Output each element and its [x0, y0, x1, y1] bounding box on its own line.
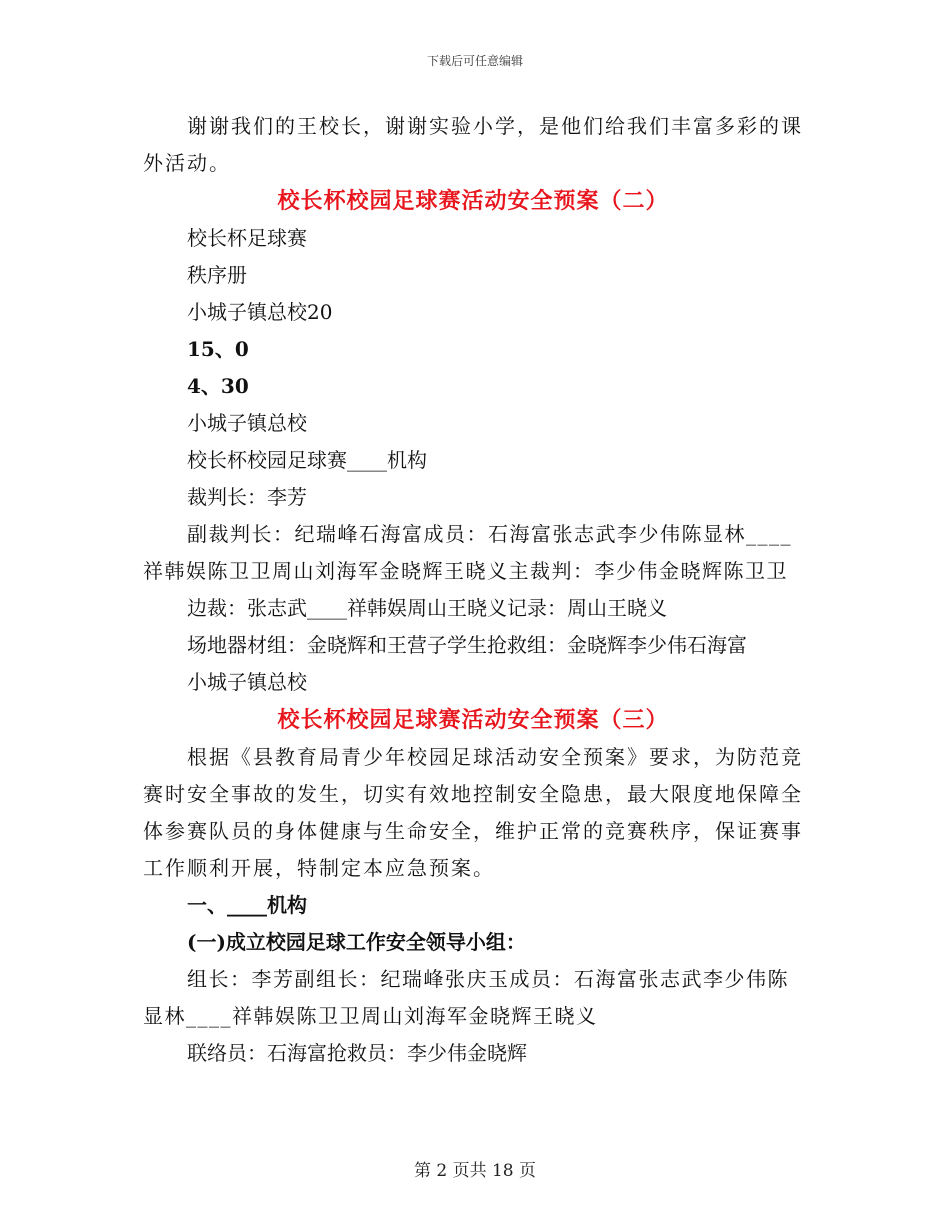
- intro-paragraph: 谢谢我们的王校长，谢谢实验小学，是他们给我们丰富多彩的课外活动。: [143, 114, 803, 175]
- page-header: 下载后可任意编辑: [426, 54, 523, 68]
- section2-line: 边裁：张志武____祥韩娱周山王晓义记录：周山王晓义: [187, 596, 667, 620]
- document-body: [143, 108, 803, 1072]
- section2-line: 4、30: [187, 374, 249, 398]
- section2-line: 校长杯足球赛: [187, 226, 307, 250]
- section2-line: 小城子镇总校: [187, 411, 307, 435]
- staff-paragraph: 副裁判长：纪瑞峰石海富成员：石海富张志武李少伟陈显林____祥韩娱陈卫卫周山刘海军金晓辉王晓义主裁判：李少伟金晓辉陈卫卫: [143, 522, 792, 583]
- section2-line: 15、0: [187, 337, 249, 361]
- section2-line: 校长杯校园足球赛____机构: [187, 448, 427, 472]
- section2-line: 小城子镇总校20: [187, 300, 333, 324]
- section3-title: 校长杯校园足球赛活动安全预案（三）: [277, 707, 669, 733]
- section2-line: 场地器材组：金晓辉和王营子学生抢救组：金晓辉李少伟石海富: [187, 633, 747, 657]
- section3-intro-paragraph: 根据《县教育局青少年校园足球活动安全预案》要求，为防范竞赛时安全事故的发生，切实有效地控制安全隐患，最大限度地保障全体参赛队员的身体健康与生命安全，维护正常的竞赛秩序，保证赛事工作顺利开展，特制定本应急预案。: [143, 745, 803, 880]
- section3-heading-2: (一)成立校园足球工作安全领导小组：: [187, 930, 526, 954]
- contact-line: 联络员：石海富抢救员：李少伟金晓辉: [187, 1041, 527, 1065]
- section2-line: 裁判长：李芳: [187, 485, 307, 509]
- page-footer: 第 2 页共 18 页: [413, 1161, 537, 1181]
- section2-line: 小城子镇总校: [187, 670, 307, 694]
- section2-line: 秩序册: [187, 263, 247, 287]
- section3-heading-1: 一、____机构: [187, 893, 307, 917]
- section2-title: 校长杯校园足球赛活动安全预案（二）: [277, 188, 669, 214]
- members-paragraph: 组长：李芳副组长：纪瑞峰张庆玉成员：石海富张志武李少伟陈显林____祥韩娱陈卫卫周山刘海军金晓辉王晓义: [143, 967, 789, 1028]
